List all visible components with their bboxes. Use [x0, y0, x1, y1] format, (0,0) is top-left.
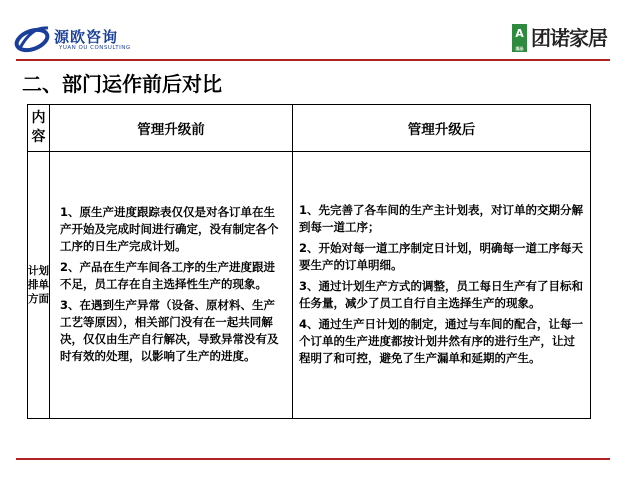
- comparison-table: [27, 104, 591, 419]
- row-label: 计划排单方面: [28, 152, 50, 419]
- swoosh-logo-icon: [14, 22, 54, 56]
- logo-en-name: YUAN OU CONSULTING: [59, 45, 131, 51]
- after-item: 1、先完善了各车间的生产主计划表，对订单的交期分解到每一道工序；: [299, 202, 583, 234]
- footer-divider: [16, 458, 610, 460]
- table-row: [28, 152, 591, 419]
- before-item: 3、在遇到生产异常（设备、原材料、生产工艺等原因），相关部门没有在一起共同解决，仅仅由生产自行解决，导致异常没有及时有效的处理，以影响了生产的进度。: [60, 297, 279, 363]
- brand-badge-sub: 国品: [515, 46, 524, 51]
- after-item: 4、通过生产日计划的制定，通过与车间的配合，让每一个订单的生产进度都按计划井然有序的进行生产，让过程明了和可控，避免了生产漏单和延期的产生。: [299, 316, 583, 365]
- corner-header: 内容: [28, 105, 50, 152]
- brand-badge-letter: A: [515, 27, 524, 40]
- after-item: 2、开始对每一道工序制定日计划，明确每一道工序每天要生产的订单明细。: [299, 240, 583, 272]
- after-item: 3、通过计划生产方式的调整，员工每日生产有了目标和任务量，减少了员工自行自主选择生产的现象。: [299, 278, 583, 310]
- header-after: 管理升级后: [293, 105, 591, 152]
- brand-logo: [512, 22, 607, 56]
- yuanou-logo: [14, 22, 134, 56]
- table-header-row: [28, 105, 591, 152]
- after-cell: [293, 152, 591, 419]
- logo-cn-name: 源欧咨询: [54, 28, 119, 46]
- brand-name: 团诺家居: [531, 26, 607, 50]
- before-cell: [50, 152, 293, 419]
- header-before: 管理升级前: [50, 105, 293, 152]
- before-item: 1、原生产进度跟踪表仅仅是对各订单在生产开始及完成时间进行确定，没有制定各个工序的日生产完成计划。: [60, 204, 279, 253]
- page-title: 二、部门运作前后对比: [22, 72, 222, 96]
- brand-badge: [512, 24, 527, 52]
- header-divider: [16, 59, 610, 61]
- before-item: 2、产品在生产车间各工序的生产进度跟进不足，员工存在自主选择性生产的现象。: [60, 259, 275, 291]
